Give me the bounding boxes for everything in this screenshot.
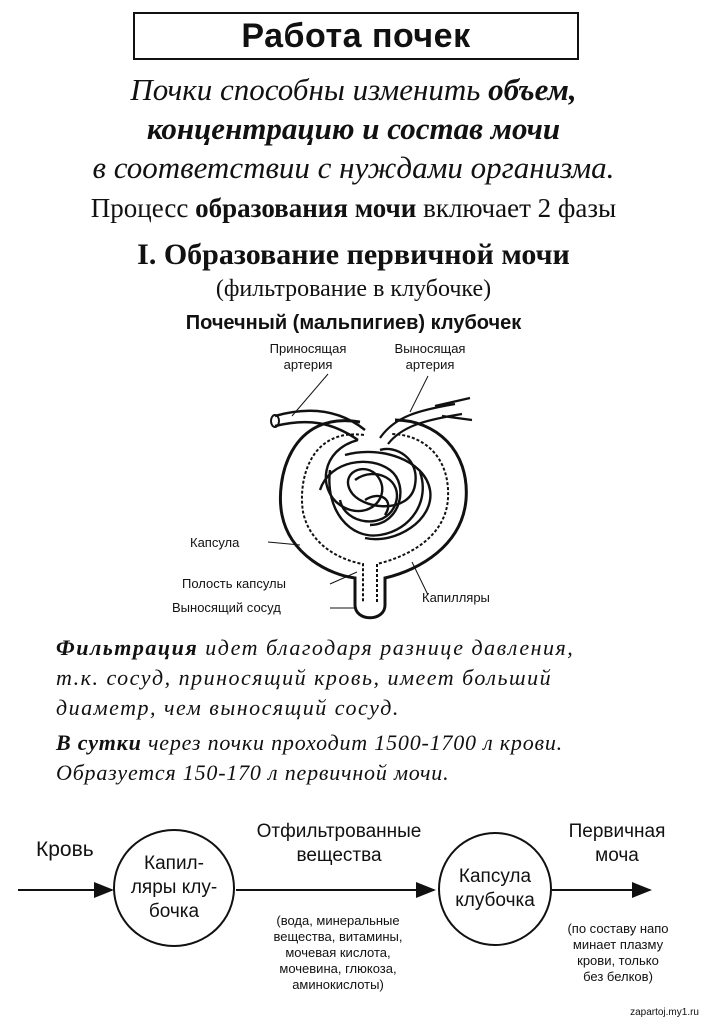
efferent-artery (380, 398, 472, 444)
filtered-note-1: (вода, минеральные (276, 913, 400, 928)
filtered-note-5: аминокислоты) (292, 977, 384, 992)
afferent-label-2: артерия (283, 357, 333, 372)
filtered-line1: Отфильтрованные (256, 821, 422, 842)
glomerulus-title: Почечный (мальпигиев) клубочек (185, 312, 522, 334)
primary-note-4: без белков) (583, 969, 653, 984)
flow-blood: Кровь (36, 838, 94, 861)
afferent-label (248, 341, 368, 373)
capsule-outer (280, 420, 466, 618)
cavity-label: Полость капсулы (182, 576, 286, 591)
process-line (0, 193, 707, 224)
phase-subtitle: (фильтрование в клубочке) (215, 276, 492, 302)
efferent-vessel-label: Выносящий сосуд (172, 600, 281, 615)
capsule-label: Капсула (190, 535, 240, 550)
filtered-note (238, 913, 438, 993)
circle1-line3: бочка (148, 901, 200, 922)
intro-line1-b: объем, (488, 72, 577, 107)
filtration-text2: т.к. сосуд, приносящий кровь, имеет больший (56, 665, 553, 690)
primary-note-3: крови, только (577, 953, 659, 968)
circle2-line2: клубочка (455, 890, 535, 911)
process-b: образования мочи (195, 193, 417, 223)
primary-line2: моча (595, 845, 639, 866)
phase-title: I. Образование первичной мочи (137, 238, 570, 271)
daily-lead: В сутки (56, 730, 142, 755)
circle1-line2: ляры клу- (130, 877, 218, 898)
circle2-line1: Капсула (458, 866, 532, 887)
filtration-text3: диаметр, чем выносящий сосуд. (56, 695, 400, 720)
primary-note-2: минает плазму (572, 937, 664, 952)
circle-capsule (438, 832, 552, 946)
filtered-note-2: вещества, витамины, (273, 929, 403, 944)
daily-paragraph (56, 728, 696, 788)
capillaries-label: Капилляры (422, 590, 490, 605)
afferent-label-1: Приносящая (269, 341, 347, 356)
efferent-label-2: артерия (405, 357, 455, 372)
filtered-note-4: мочевина, глюкоза, (279, 961, 397, 976)
intro-line2: концентрацию и состав мочи (146, 111, 561, 146)
page-title: Работа почек (241, 16, 471, 55)
efferent-label (370, 341, 490, 373)
circle1-line1: Капил- (144, 853, 204, 874)
primary-line1: Первичная (568, 821, 666, 842)
process-a: Процесс (90, 193, 196, 223)
efferent-label-1: Выносящая (394, 341, 466, 356)
source-credit: zapartoj.my1.ru (630, 1007, 699, 1018)
daily-text2: Образуется 150-170 л первичной мочи. (56, 760, 450, 785)
intro-paragraph (20, 70, 687, 187)
intro-line1-a: Почки способны изменить (130, 72, 489, 107)
primary-note (548, 921, 688, 985)
filtration-text1: идет благодаря разнице давления, (198, 635, 575, 660)
filtered-line2: вещества (296, 845, 382, 866)
process-c: включает 2 фазы (416, 193, 617, 223)
filtration-lead: Фильтрация (56, 635, 199, 660)
daily-text1: через почки проходит 1500-1700 л крови. (141, 730, 563, 755)
flow-filtered (228, 820, 450, 868)
filtration-paragraph (56, 633, 696, 723)
capillary-tangle (320, 440, 430, 539)
title-box (133, 12, 579, 60)
primary-note-1: (по составу напо (567, 921, 669, 936)
capsule-inner (302, 434, 448, 602)
circle-capillaries (113, 829, 235, 947)
filtered-note-3: мочевая кислота, (285, 945, 391, 960)
intro-line3: в соответствии с нуждами организма. (92, 150, 615, 185)
flow-primary (552, 820, 682, 868)
